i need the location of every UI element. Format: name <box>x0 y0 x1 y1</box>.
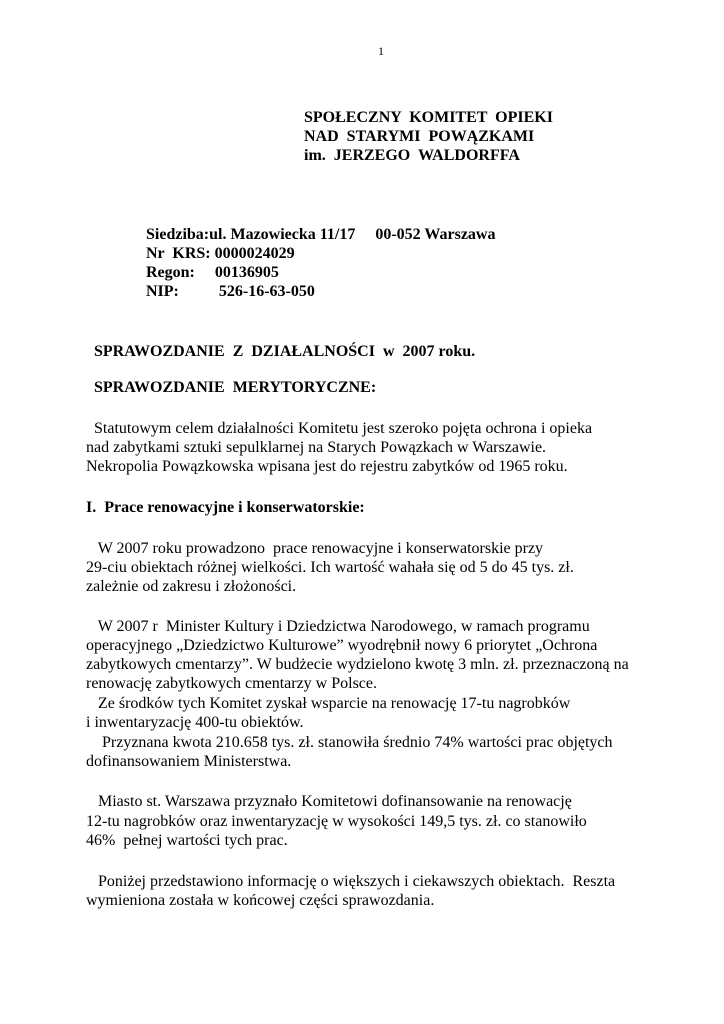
org-name-line-1: SPOŁECZNY KOMITET OPIEKI <box>304 109 553 126</box>
para-1-line-2: 29-ciu obiektach różnej wielkości. Ich wartość wahała się od 5 do 45 tys. zł. <box>86 559 574 576</box>
krs-line: Nr KRS: 0000024029 <box>146 245 295 262</box>
para-2-line-3: zabytkowych cmentarzy”. W budżecie wydzielono kwotę 3 mln. zł. przeznaczoną na <box>86 656 629 673</box>
section-1-heading: I. Prace renowacyjne i konserwatorskie: <box>86 499 365 516</box>
page-number: 1 <box>378 44 384 58</box>
regon-line: Regon: 00136905 <box>146 264 279 281</box>
para-2-line-7: Przyznana kwota 210.658 tys. zł. stanowiła średnio 74% wartości prac objętych <box>86 734 613 751</box>
intro-line-2: nad zabytkami sztuki sepulklarnej na Starych Powązkach w Warszawie. <box>86 439 547 456</box>
para-1-line-1: W 2007 roku prowadzono prace renowacyjne i konserwatorskie przy <box>86 540 544 557</box>
report-title: SPRAWOZDANIE Z DZIAŁALNOŚCI w 2007 roku. <box>94 343 476 360</box>
address-line: Siedziba:ul. Mazowiecka 11/17 00-052 Warszawa <box>146 226 496 243</box>
para-3-line-2: 12-tu nagrobków oraz inwentaryzację w wysokości 149,5 tys. zł. co stanowiło <box>86 813 587 830</box>
para-2-line-4: renowację zabytkowych cmentarzy w Polsce. <box>86 675 377 692</box>
org-name-line-2: NAD STARYMI POWĄZKAMI <box>304 128 535 145</box>
para-2-line-1: W 2007 r Minister Kultury i Dziedzictwa Narodowego, w ramach programu <box>86 618 590 635</box>
para-4-line-2: wymieniona została w końcowej części sprawozdania. <box>86 892 435 909</box>
intro-line-3: Nekropolia Powązkowska wpisana jest do rejestru zabytków od 1965 roku. <box>86 458 568 475</box>
intro-line-1: Statutowym celem działalności Komitetu jest szeroko pojęta ochrona i opieka <box>86 420 593 437</box>
org-name-line-3: im. JERZEGO WALDORFFA <box>304 147 520 164</box>
para-2-line-5: Ze środków tych Komitet zyskał wsparcie na renowację 17-tu nagrobków <box>86 695 571 712</box>
para-1-line-3: zależnie od zakresu i złożoności. <box>86 578 297 595</box>
para-2-line-6: i inwentaryzację 400-tu obiektów. <box>86 714 304 731</box>
para-3-line-1: Miasto st. Warszawa przyznało Komitetowi dofinansowanie na renowację <box>86 793 572 810</box>
para-4-line-1: Poniżej przedstawiono informację o większych i ciekawszych obiektach. Reszta <box>86 873 616 890</box>
para-3-line-3: 46% pełnej wartości tych prac. <box>86 832 288 849</box>
merit-title: SPRAWOZDANIE MERYTORYCZNE: <box>94 379 377 396</box>
para-2-line-8: dofinansowaniem Ministerstwa. <box>86 753 292 770</box>
nip-line: NIP: 526-16-63-050 <box>146 283 315 300</box>
para-2-line-2: operacyjnego „Dziedzictwo Kulturowe” wyodrębnił nowy 6 priorytet „Ochrona <box>86 637 598 654</box>
